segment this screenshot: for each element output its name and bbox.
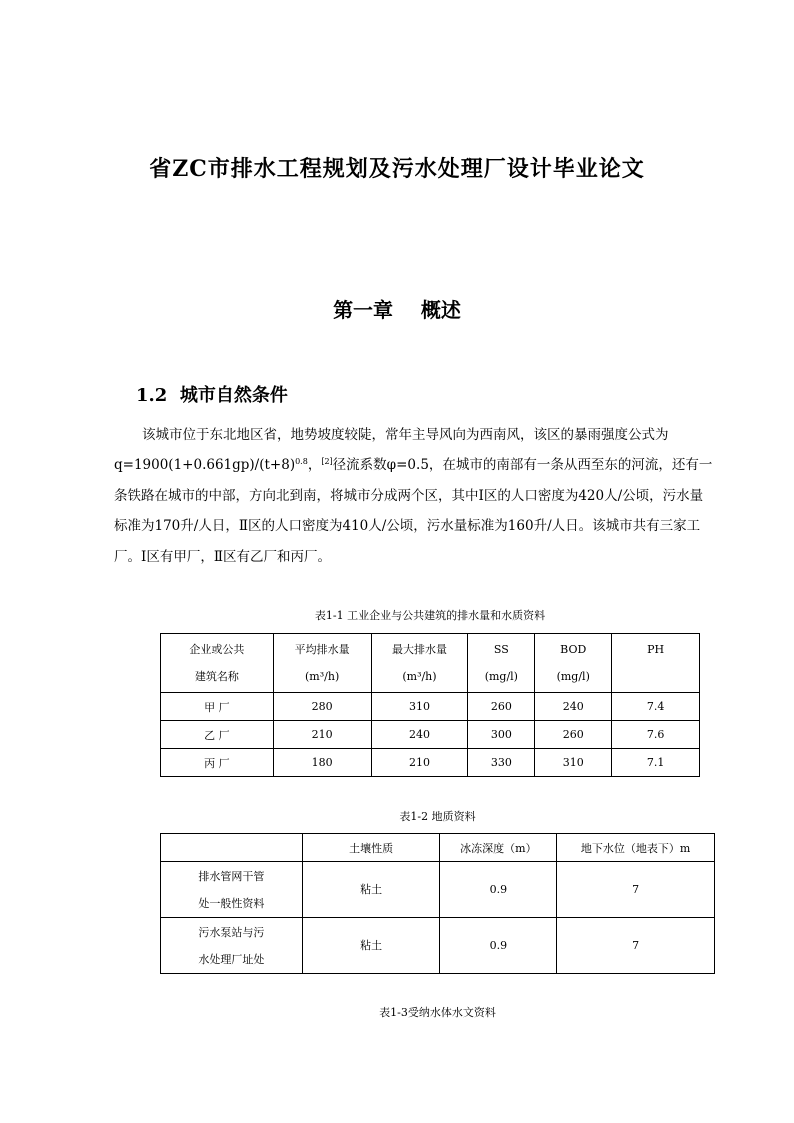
- table2-caption: 表1-2 地质资料: [399, 810, 476, 823]
- table-cell: 7.6: [612, 721, 700, 749]
- table-cell: 180: [273, 749, 371, 777]
- table-row: [161, 862, 715, 918]
- chapter-heading: 第一章 概述: [333, 298, 461, 322]
- header-cell: 最大排水量 (m³/h): [371, 634, 468, 693]
- table-cell: 310: [371, 693, 468, 721]
- table-cell: 甲 厂: [161, 693, 274, 721]
- body-paragraph: [114, 420, 714, 572]
- table-header-row: [161, 834, 715, 862]
- table-row: [161, 749, 700, 777]
- header-cell: 平均排水量 (m³/h): [273, 634, 371, 693]
- table-cell: 7: [557, 862, 715, 918]
- header-cell: 土壤性质: [302, 834, 440, 862]
- table-cell: 240: [371, 721, 468, 749]
- row-label-cell: 污水泵站与污 水处理厂址处: [161, 918, 303, 974]
- reference-marker: [2]: [321, 457, 333, 467]
- table-cell: 260: [468, 693, 535, 721]
- table-cell: 300: [468, 721, 535, 749]
- table-cell: 260: [535, 721, 612, 749]
- table-cell: 7: [557, 918, 715, 974]
- header-cell: PH: [612, 634, 700, 693]
- exponent: 0.8: [295, 457, 308, 467]
- header-cell: 地下水位（地表下）m: [557, 834, 715, 862]
- table-cell: 粘土: [302, 918, 440, 974]
- header-cell: 企业或公共 建筑名称: [161, 634, 274, 693]
- table-row: [161, 721, 700, 749]
- header-cell: SS (mg/l): [468, 634, 535, 693]
- table1-caption: 表1-1 工业企业与公共建筑的排水量和水质资料: [314, 609, 546, 622]
- table-cell: 280: [273, 693, 371, 721]
- geology-table: [160, 833, 715, 974]
- paragraph-text-3: 径流系数φ=0.5，在城市的南部有一条从西至东的河流，还有一条铁路在城市的中部，方向北到南，将城市分成两个区，其中Ⅰ区的人口密度为420人/公顷，污水量标准为170升/人日，Ⅱ区的人口密度为410人/公顷，污水量标准为160升/人日。该城市共有三家工厂。Ⅰ区有甲厂，Ⅱ区有乙厂和丙厂。: [114, 457, 713, 565]
- paragraph-text-2: ，: [307, 457, 322, 474]
- table-cell: 7.4: [612, 693, 700, 721]
- table-row: [161, 693, 700, 721]
- table-header-row: [161, 634, 700, 693]
- table-cell: 310: [535, 749, 612, 777]
- header-cell: [161, 834, 303, 862]
- table-row: [161, 918, 715, 974]
- wastewater-table: [160, 633, 700, 777]
- table-cell: 240: [535, 693, 612, 721]
- paragraph-text-1: 该城市位于东北地区省，地势坡度较陡，常年主导风向为西南风，该区的暴雨强度公式为q=1900(1+0.661gp)/(t+8): [114, 427, 669, 474]
- table-cell: 0.9: [440, 862, 557, 918]
- table-cell: 330: [468, 749, 535, 777]
- table-cell: 0.9: [440, 918, 557, 974]
- document-title: 省ZC市排水工程规划及污水处理厂设计毕业论文: [149, 156, 645, 182]
- row-label-cell: 排水管网干管 处一般性资料: [161, 862, 303, 918]
- table-cell: 粘土: [302, 862, 440, 918]
- table-cell: 丙 厂: [161, 749, 274, 777]
- table3-caption: 表1-3受纳水体水文资料: [379, 1006, 496, 1019]
- table-cell: 210: [273, 721, 371, 749]
- section-heading: 1.2 城市自然条件: [136, 385, 288, 406]
- table-cell: 210: [371, 749, 468, 777]
- header-cell: BOD (mg/l): [535, 634, 612, 693]
- table-cell: 乙 厂: [161, 721, 274, 749]
- table-cell: 7.1: [612, 749, 700, 777]
- header-cell: 冰冻深度（m）: [440, 834, 557, 862]
